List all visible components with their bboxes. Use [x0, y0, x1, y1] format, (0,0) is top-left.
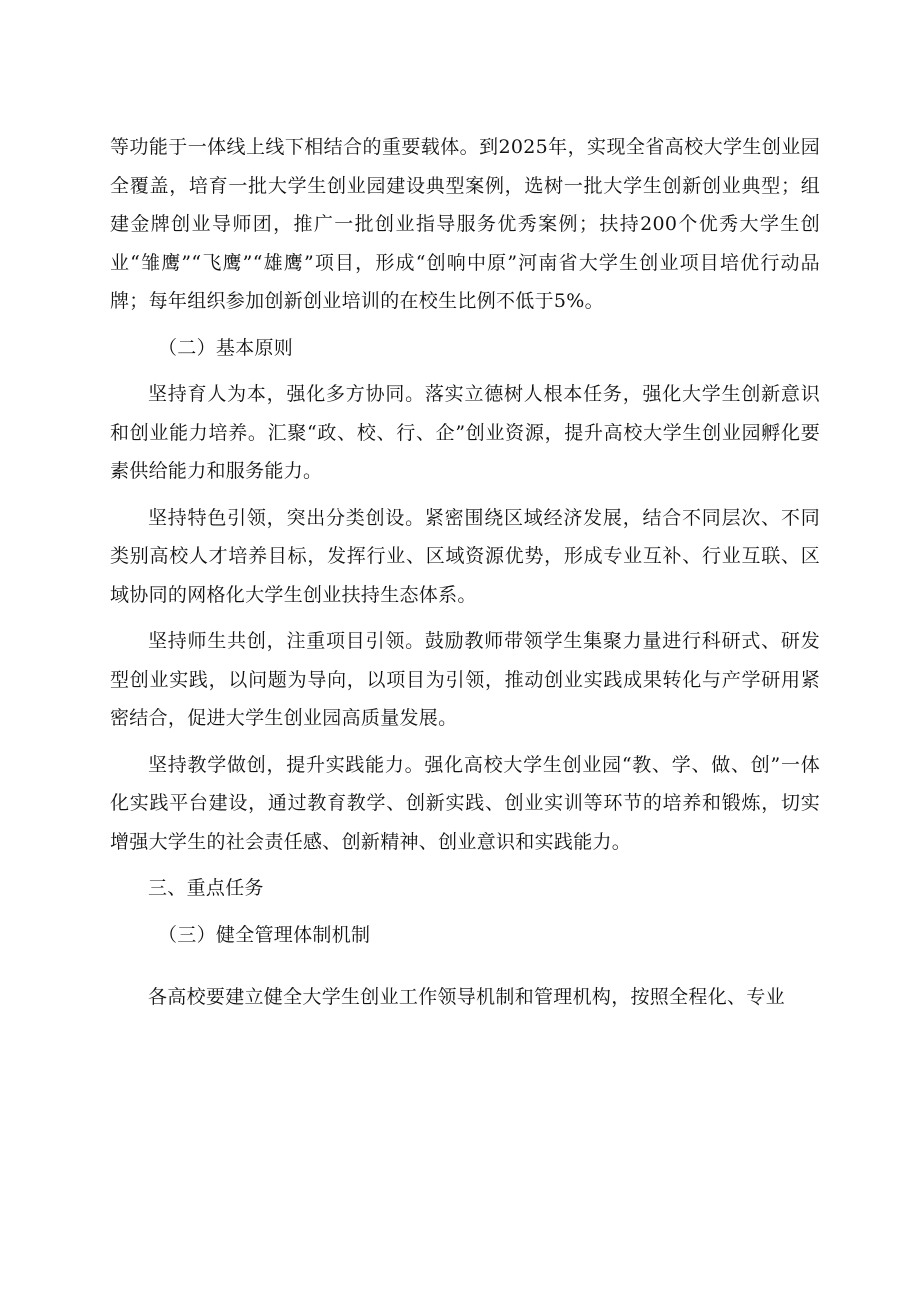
paragraph-principle-3: 坚持师生共创，注重项目引领。鼓励教师带领学生集聚力量进行科研式、研发型创业实践，以问题为导向，以项目为引领，推动创业实践成果转化与产学研用紧密结合，促进大学生创业园高质量发展。	[110, 630, 820, 729]
paragraph-principle-4: 坚持教学做创，提升实践能力。强化高校大学生创业园“教、学、做、创”一体化实践平台建设，通过教育教学、创新实践、创业实训等环节的培养和锻炼，切实增强大学生的社会责任感、创新精神、创业意识和实践能力。	[110, 753, 820, 853]
spacer	[110, 954, 820, 978]
spacer	[110, 738, 820, 746]
spacer	[110, 321, 820, 329]
heading-management-system: （三）健全管理体制机制	[158, 923, 371, 946]
spacer	[110, 367, 820, 375]
paragraph-goals: 等功能于一体线上线下相结合的重要载体。到2025年，实现全省高校大学生创业园全覆盖，培育一批大学生创业园建设典型案例，选树一批大学生创新创业典型；组建金牌创业导师团，推广一批创业指导服务优秀案例；扶持200个优秀大学生创业“雏鹰”“飞鹰”“雄鹰”项目，形成“创响中原”河南省大学生创业项目培优行动品牌；每年组织参加创新创业培训的在校生比例不低于5%。	[110, 136, 820, 312]
heading-basic-principles: （二）基本原则	[158, 336, 294, 359]
paragraph-principle-1: 坚持育人为本，强化多方协同。落实立德树人根本任务，强化大学生创新意识和创业能力培养。汇聚“政、校、行、企”创业资源，提升高校大学生创业园孵化要素供给能力和服务能力。	[110, 383, 820, 482]
paragraph-principle-2: 坚持特色引领，突出分类创设。紧密围绕区域经济发展，结合不同层次、不同类别高校人才培养目标，发挥行业、区域资源优势，形成专业互补、行业互联、区域协同的网格化大学生创业扶持生态体系。	[110, 506, 820, 606]
heading-key-tasks: 三、重点任务	[148, 877, 264, 899]
spacer	[110, 861, 820, 869]
spacer	[110, 908, 820, 916]
spacer	[110, 614, 820, 622]
paragraph-management: 各高校要建立健全大学生创业工作领导机制和管理机构，按照全程化、专业	[148, 986, 785, 1008]
spacer	[110, 491, 820, 499]
